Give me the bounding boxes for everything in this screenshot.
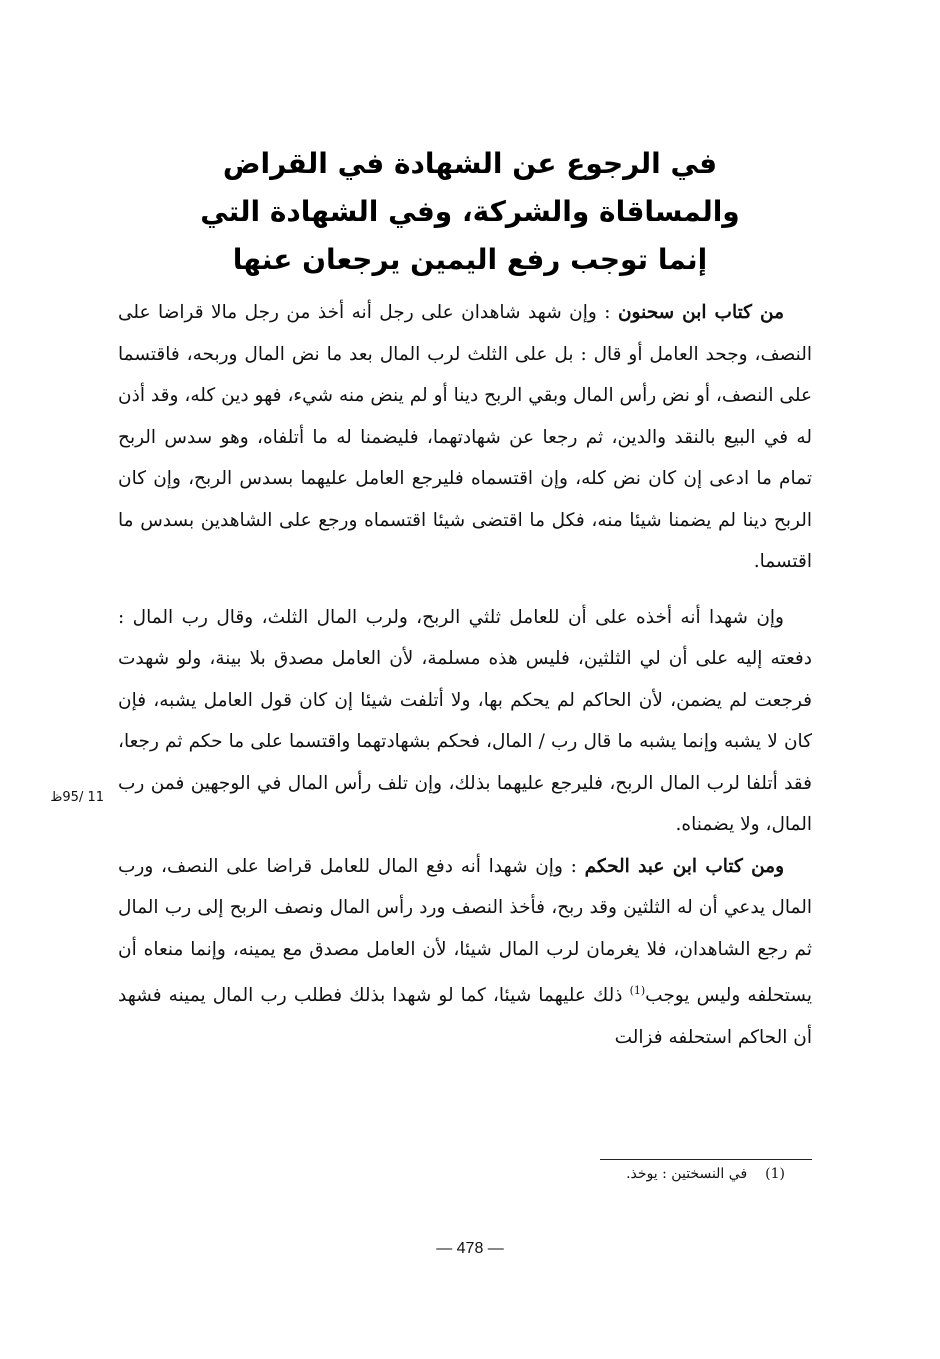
paragraph-1 bbox=[118, 292, 812, 583]
footnote-reference: (1) bbox=[629, 984, 646, 997]
footnote-number: (1) bbox=[765, 1166, 785, 1182]
footnote bbox=[470, 1166, 785, 1182]
title-line-3: إنما توجب رفع اليمين يرجعان عنها bbox=[232, 243, 708, 276]
title-line-2: والمساقاة والشركة، وفي الشهادة التي bbox=[200, 195, 740, 228]
footnote-divider bbox=[600, 1159, 812, 1160]
body-text bbox=[118, 292, 812, 1058]
chapter-title bbox=[120, 140, 820, 284]
page-number: — 478 — bbox=[436, 1240, 504, 1257]
title-line-1: في الرجوع عن الشهادة في القراض bbox=[222, 147, 718, 180]
manuscript-folio-note: 11 /95ظ bbox=[50, 790, 104, 805]
paragraph-3-text: : وإن شهدا أنه دفع المال للعامل قراضا على النصف، ورب المال يدعي أن له الثلثين وقد ربح، فأخذ النصف ورد رأس المال ونصف الربح إلى رب المال ثم رجع الشاهدان، فلا يغرمان لرب المال شيئا، لأن العامل مصدق مع يمينه، وإنما منعاه أن يستحلفه وليس يوجب bbox=[118, 855, 812, 1007]
paragraph-3-tail: ذلك عليهما شيئا، كما لو شهدا بذلك فطلب رب المال يمينه فشهد أن الحاكم استحلفه فزالت bbox=[118, 985, 812, 1048]
paragraph-1-text: : وإن شهد شاهدان على رجل أنه أخذ من رجل مالا قراضا على النصف، وجحد العامل أو قال : بل على الثلث لرب المال بعد ما نض المال وربحه، فاقتسما على النصف، أو نض رأس المال وبقي الربح دينا أو لم ينض منه شيء، فهو دين كله، وقد أذن له في البيع بالنقد والدين، ثم رجعا عن شهادتهما، فليضمنا له ما أتلفاه، وهو سدس الربح تمام ما ادعى إن كان نض كله، وإن اقتسماه فليرجع العامل عليهما بسدس الربح، وإن كان الربح دينا لم يضمنا شيئا منه، فكل ما اقتضى شيئا اقتسماه ورجع على الشاهدين بسدس ما اقتسما. bbox=[118, 302, 812, 572]
paragraph-2 bbox=[118, 597, 812, 846]
source-heading-ibn-abd-al-hakam: ومن كتاب ابن عبد الحكم bbox=[584, 855, 785, 877]
source-heading-ibn-sahnun: من كتاب ابن سحنون bbox=[617, 302, 784, 323]
footnote-text: في النسختين : يوخذ. bbox=[626, 1166, 748, 1182]
paragraph-2-text: وإن شهدا أنه أخذه على أن للعامل ثلثي الربح، ولرب المال الثلث، وقال رب المال : دفعته إليه على أن لي الثلثين، فليس هذه مسلمة، لأن العامل مصدق بلا بينة، ولو شهدت فرجعت لم يضمن، لأن الحاكم لم يحكم بها، ولا أتلفت شيئا إن كان قول العامل يشبه، فإن كان لا يشبه وإنما يشبه ما قال رب / المال، فحكم بشهادتهما واقتسما على ما حكم ثم رجعا، فقد أتلفا لرب المال الربح، فليرجع عليهما بذلك، وإن تلف رأس المال في الوجهين فمن رب المال، ولا يضمناه. bbox=[118, 606, 812, 835]
paragraph-3 bbox=[118, 846, 812, 1059]
